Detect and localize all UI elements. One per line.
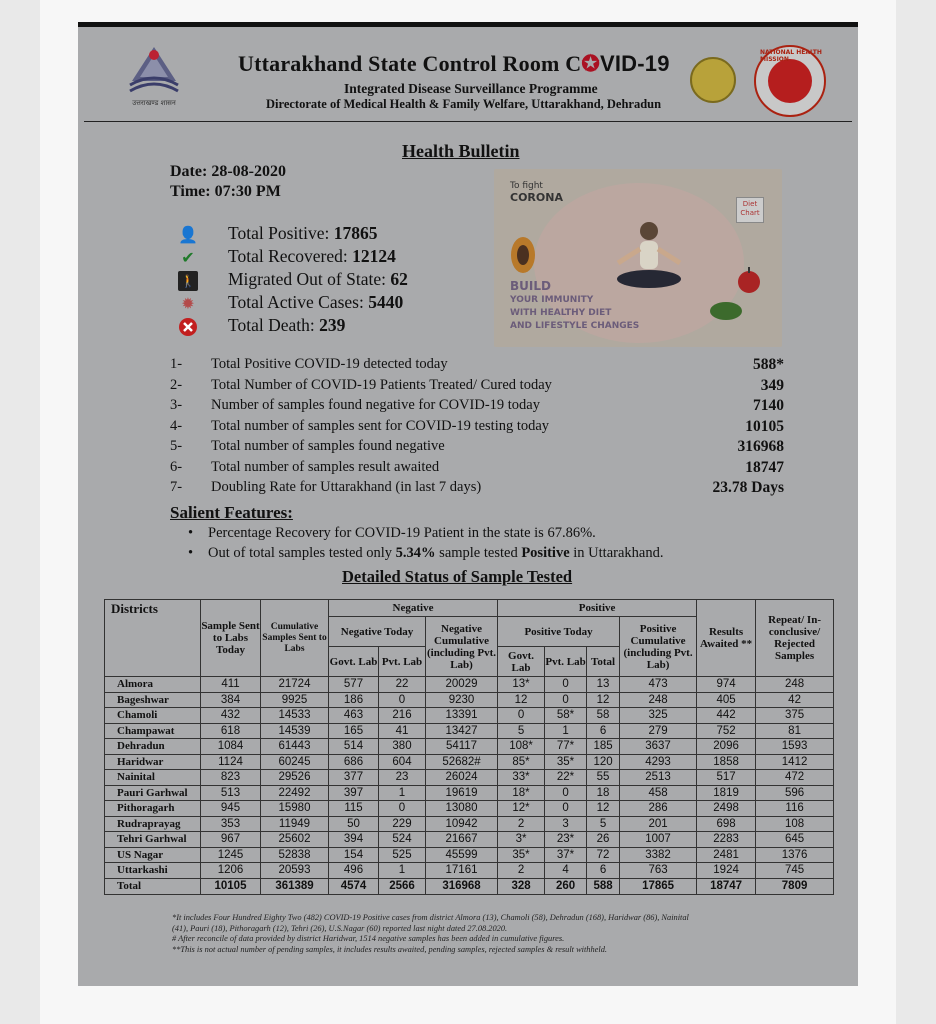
table-cell: 81 <box>756 723 834 739</box>
district-cell: Uttarkashi <box>105 863 201 879</box>
district-cell: Bageshwar <box>105 692 201 708</box>
table-cell: 45599 <box>426 847 498 863</box>
table-cell: 120 <box>587 754 620 770</box>
meditating-person-icon <box>604 217 694 307</box>
district-cell: Total <box>105 878 201 894</box>
list-item: 1- Total Positive COVID-19 detected today 588* <box>170 356 784 373</box>
salient-bullet-1: • Percentage Recovery for COVID-19 Patient in the state is 67.86%. <box>208 525 596 542</box>
stat-label: Total Death: <box>228 315 320 335</box>
stat-label: Migrated Out of State: <box>228 269 391 289</box>
list-item: 6- Total number of samples result awaited 18747 <box>170 459 784 476</box>
list-item: 7- Doubling Rate for Uttarakhand (in last 7 days) 23.78 Days <box>170 479 784 496</box>
table-cell: 154 <box>329 847 379 863</box>
check-icon: ✔ <box>181 248 195 267</box>
col-negative-today: Negative Today <box>329 617 426 647</box>
table-cell: 3* <box>498 832 545 848</box>
table-cell: 286 <box>620 801 697 817</box>
table-cell: 13* <box>498 677 545 693</box>
table-cell: 1007 <box>620 832 697 848</box>
table-cell: 745 <box>756 863 834 879</box>
table-cell: 13427 <box>426 723 498 739</box>
table-cell: 2498 <box>697 801 756 817</box>
health-seal-logo <box>690 57 736 103</box>
table-cell: 525 <box>379 847 426 863</box>
table-cell: 974 <box>697 677 756 693</box>
detailed-status-heading: Detailed Status of Sample Tested <box>342 567 573 586</box>
table-cell: 411 <box>201 677 261 693</box>
table-cell: 472 <box>756 770 834 786</box>
table-cell: 55 <box>587 770 620 786</box>
table-cell: 9925 <box>261 692 329 708</box>
table-cell: 1412 <box>756 754 834 770</box>
table-cell: 25602 <box>261 832 329 848</box>
stat-value: 239 <box>319 315 346 335</box>
table-cell: 29526 <box>261 770 329 786</box>
table-cell: 41 <box>379 723 426 739</box>
table-cell: 260 <box>545 878 587 894</box>
col-negative-cumulative: Negative Cumulative (including Pvt. Lab) <box>426 617 498 677</box>
table-cell: 1084 <box>201 739 261 755</box>
table-row <box>105 677 834 693</box>
stat-total-death <box>228 315 345 336</box>
table-cell: 35* <box>545 754 587 770</box>
col-sent-today: Sample Sent to Labs Today <box>201 600 261 677</box>
table-cell: 967 <box>201 832 261 848</box>
table-cell: 2566 <box>379 878 426 894</box>
table-cell: 1206 <box>201 863 261 879</box>
table-cell: 108* <box>498 739 545 755</box>
poster-build: BUILD <box>510 279 551 293</box>
table-cell: 52682# <box>426 754 498 770</box>
table-cell: 645 <box>756 832 834 848</box>
table-row <box>105 847 834 863</box>
col-results-awaited: Results Awaited ** <box>697 600 756 677</box>
col-districts: Districts <box>105 600 201 677</box>
table-cell: 0 <box>545 801 587 817</box>
table-cell: 752 <box>697 723 756 739</box>
stat-label: Total Recovered: <box>228 246 353 266</box>
stat-total-recovered <box>228 246 396 267</box>
stat-label: Total Active Cases: <box>228 292 369 312</box>
logo-caption: उत्तराखण्ड शासन <box>132 99 176 107</box>
stat-value: 12124 <box>352 246 396 266</box>
table-cell: 513 <box>201 785 261 801</box>
table-cell: 10105 <box>201 878 261 894</box>
table-cell: 1858 <box>697 754 756 770</box>
footnote: (41), Pauri (18), Pithoragarh (12), Tehri (26), U.S.Nagar (60) reported last night dated 27.08.2020. <box>172 923 508 933</box>
table-cell: 12* <box>498 801 545 817</box>
table-cell: 1245 <box>201 847 261 863</box>
table-cell: 22492 <box>261 785 329 801</box>
district-cell: Pauri Garhwal <box>105 785 201 801</box>
nhm-logo-text: NATIONAL HEALTH MISSION <box>760 49 822 63</box>
table-cell: 823 <box>201 770 261 786</box>
nhm-logo <box>754 45 826 117</box>
table-cell: 108 <box>756 816 834 832</box>
table-cell: 524 <box>379 832 426 848</box>
table-cell: 185 <box>587 739 620 755</box>
table-cell: 7809 <box>756 878 834 894</box>
table-cell: 42 <box>756 692 834 708</box>
col-cumulative-sent: Cumulative Samples Sent to Labs <box>261 600 329 677</box>
table-row <box>105 816 834 832</box>
table-cell: 458 <box>620 785 697 801</box>
table-cell: 19619 <box>426 785 498 801</box>
table-cell: 432 <box>201 708 261 724</box>
title-suffix: VID-19 <box>599 51 670 76</box>
district-cell: Chamoli <box>105 708 201 724</box>
table-cell: 23* <box>545 832 587 848</box>
table-cell: 325 <box>620 708 697 724</box>
col-pos-total: Total <box>587 647 620 677</box>
table-row <box>105 863 834 879</box>
programme-subtitle: Integrated Disease Surveillance Programme <box>344 81 598 96</box>
table-cell: 77* <box>545 739 587 755</box>
stat-label: Total Positive: <box>228 223 334 243</box>
table-cell: 1 <box>545 723 587 739</box>
table-cell: 54117 <box>426 739 498 755</box>
cross-circle-icon <box>178 317 198 337</box>
table-cell: 3382 <box>620 847 697 863</box>
table-cell: 18 <box>587 785 620 801</box>
list-item: 3- Number of samples found negative for COVID-19 today 7140 <box>170 397 784 414</box>
table-cell: 596 <box>756 785 834 801</box>
table-cell: 22 <box>379 677 426 693</box>
table-row <box>105 878 834 894</box>
stat-migrated <box>228 269 408 290</box>
directorate-subtitle: Directorate of Medical Health & Family Welfare, Uttarakhand, Dehradun <box>266 97 662 111</box>
table-cell: 116 <box>756 801 834 817</box>
table-cell: 514 <box>329 739 379 755</box>
table-cell: 21667 <box>426 832 498 848</box>
col-neg-pvt-lab: Pvt. Lab <box>379 647 426 677</box>
table-cell: 2513 <box>620 770 697 786</box>
footnote: *It includes Four Hundred Eighty Two (482) COVID-19 Positive cases from district Almora (13), Chamoli (58), Dehradun (168), Haridwar (86), Nainital <box>172 913 689 922</box>
table-cell: 361389 <box>261 878 329 894</box>
table-cell: 23 <box>379 770 426 786</box>
table-cell: 473 <box>620 677 697 693</box>
table-cell: 394 <box>329 832 379 848</box>
footnote: # After reconcile of data provided by district Haridwar, 1514 negative samples has been added in cumulative figures. <box>172 934 565 943</box>
table-cell: 397 <box>329 785 379 801</box>
table-cell: 12 <box>587 801 620 817</box>
table-cell: 52838 <box>261 847 329 863</box>
table-cell: 279 <box>620 723 697 739</box>
table-row <box>105 754 834 770</box>
table-cell: 6 <box>587 863 620 879</box>
mountain-emblem-icon <box>124 41 184 97</box>
table-cell: 13 <box>587 677 620 693</box>
table-cell: 216 <box>379 708 426 724</box>
district-cell: Haridwar <box>105 754 201 770</box>
table-cell: 2096 <box>697 739 756 755</box>
table-cell: 4 <box>545 863 587 879</box>
table-cell: 33* <box>498 770 545 786</box>
sample-status-table <box>104 599 834 895</box>
col-pos-pvt-lab: Pvt. Lab <box>545 647 587 677</box>
table-cell: 496 <box>329 863 379 879</box>
table-cell: 72 <box>587 847 620 863</box>
table-cell: 58* <box>545 708 587 724</box>
stat-value: 62 <box>390 269 408 289</box>
table-row <box>105 723 834 739</box>
table-cell: 13080 <box>426 801 498 817</box>
table-cell: 763 <box>620 863 697 879</box>
table-cell: 5 <box>587 816 620 832</box>
table-cell: 18747 <box>697 878 756 894</box>
col-repeat-rejected: Repeat/ In-conclusive/ Rejected Samples <box>756 600 834 677</box>
salient-features-heading: Salient Features: <box>170 503 293 522</box>
table-cell: 1819 <box>697 785 756 801</box>
table-cell: 517 <box>697 770 756 786</box>
table-cell: 115 <box>329 801 379 817</box>
list-item: 5- Total number of samples found negative 316968 <box>170 438 784 455</box>
table-cell: 3 <box>545 816 587 832</box>
footnote: **This is not actual number of pending samples, it includes results awaited, pending samples, rejected samples & result withheld. <box>172 944 608 954</box>
table-cell: 17865 <box>620 878 697 894</box>
poster-corona: CORONA <box>510 191 563 204</box>
table-cell: 248 <box>756 677 834 693</box>
page-title <box>238 51 670 77</box>
table-cell: 26 <box>587 832 620 848</box>
table-cell: 4293 <box>620 754 697 770</box>
table-cell: 1 <box>379 863 426 879</box>
table-cell: 12 <box>587 692 620 708</box>
table-cell: 13391 <box>426 708 498 724</box>
table-cell: 201 <box>620 816 697 832</box>
health-bulletin-document <box>78 22 858 986</box>
table-cell: 577 <box>329 677 379 693</box>
table-cell: 0 <box>379 801 426 817</box>
bulletin-title: Health Bulletin <box>402 141 520 161</box>
table-cell: 442 <box>697 708 756 724</box>
table-cell: 316968 <box>426 878 498 894</box>
table-cell: 14533 <box>261 708 329 724</box>
table-cell: 18* <box>498 785 545 801</box>
migrate-icon: 🚶 <box>178 271 198 291</box>
stat-active-cases <box>228 292 403 313</box>
table-body <box>105 677 834 895</box>
table-cell: 0 <box>545 692 587 708</box>
table-cell: 375 <box>756 708 834 724</box>
table-cell: 85* <box>498 754 545 770</box>
col-neg-govt-lab: Govt. Lab <box>329 647 379 677</box>
district-cell: Tehri Garhwal <box>105 832 201 848</box>
district-cell: Dehradun <box>105 739 201 755</box>
table-cell: 248 <box>620 692 697 708</box>
table-cell: 165 <box>329 723 379 739</box>
bulletin-date: Date: 28-08-2020 <box>170 163 286 180</box>
table-cell: 2 <box>498 816 545 832</box>
table-row <box>105 801 834 817</box>
district-cell: US Nagar <box>105 847 201 863</box>
papaya-icon <box>508 235 538 275</box>
table-cell: 50 <box>329 816 379 832</box>
poster-line2: WITH HEALTHY DIET <box>510 308 612 318</box>
immunity-poster <box>494 169 782 347</box>
table-cell: 12 <box>498 692 545 708</box>
stat-value: 5440 <box>368 292 404 312</box>
table-cell: 463 <box>329 708 379 724</box>
table-cell: 37* <box>545 847 587 863</box>
table-cell: 186 <box>329 692 379 708</box>
table-cell: 1124 <box>201 754 261 770</box>
poster-line3: AND LIFESTYLE CHANGES <box>510 321 640 331</box>
table-cell: 604 <box>379 754 426 770</box>
table-cell: 686 <box>329 754 379 770</box>
table-cell: 26024 <box>426 770 498 786</box>
table-cell: 588 <box>587 878 620 894</box>
table-cell: 698 <box>697 816 756 832</box>
diet-chart-icon: Diet Chart <box>736 197 764 223</box>
col-pos-govt-lab: Govt. Lab <box>498 647 545 677</box>
table-cell: 1376 <box>756 847 834 863</box>
bulletin-time: Time: 07:30 PM <box>170 183 281 200</box>
footnotes <box>172 913 689 955</box>
list-item: 2- Total Number of COVID-19 Patients Treated/ Cured today 349 <box>170 377 784 394</box>
table-cell: 1 <box>379 785 426 801</box>
table-cell: 0 <box>545 677 587 693</box>
table-cell: 58 <box>587 708 620 724</box>
table-cell: 2 <box>498 863 545 879</box>
uttarakhand-govt-logo <box>122 41 186 113</box>
table-cell: 2481 <box>697 847 756 863</box>
table-cell: 11949 <box>261 816 329 832</box>
spinach-icon <box>708 299 744 323</box>
table-cell: 380 <box>379 739 426 755</box>
stat-value: 17865 <box>333 223 378 243</box>
table-row <box>105 739 834 755</box>
table-cell: 9230 <box>426 692 498 708</box>
table-cell: 4574 <box>329 878 379 894</box>
table-row <box>105 708 834 724</box>
stat-total-positive <box>228 223 377 244</box>
col-positive-today: Positive Today <box>498 617 620 647</box>
district-cell: Nainital <box>105 770 201 786</box>
table-cell: 14539 <box>261 723 329 739</box>
header-divider <box>84 121 852 122</box>
table-cell: 618 <box>201 723 261 739</box>
table-cell: 5 <box>498 723 545 739</box>
table-cell: 10942 <box>426 816 498 832</box>
table-cell: 20029 <box>426 677 498 693</box>
poster-line1: YOUR IMMUNITY <box>510 295 594 305</box>
district-cell: Rudraprayag <box>105 816 201 832</box>
poster-to-fight: To fight <box>510 181 543 191</box>
table-cell: 945 <box>201 801 261 817</box>
virus-o-icon: ✪ <box>581 51 600 76</box>
table-cell: 6 <box>587 723 620 739</box>
table-row <box>105 692 834 708</box>
table-cell: 353 <box>201 816 261 832</box>
district-cell: Pithoragarh <box>105 801 201 817</box>
table-row <box>105 785 834 801</box>
list-item: 4- Total number of samples sent for COVID-19 testing today 10105 <box>170 418 784 435</box>
table-cell: 21724 <box>261 677 329 693</box>
table-row <box>105 770 834 786</box>
person-plus-icon: 👤 <box>178 225 198 244</box>
table-cell: 384 <box>201 692 261 708</box>
table-cell: 2283 <box>697 832 756 848</box>
table-cell: 35* <box>498 847 545 863</box>
table-cell: 22* <box>545 770 587 786</box>
title-prefix: Uttarakhand State Control Room C <box>238 51 582 76</box>
table-cell: 328 <box>498 878 545 894</box>
table-cell: 17161 <box>426 863 498 879</box>
table-row <box>105 832 834 848</box>
table-cell: 15980 <box>261 801 329 817</box>
table-cell: 0 <box>379 692 426 708</box>
col-positive-cumulative: Positive Cumulative (including Pvt. Lab) <box>620 617 697 677</box>
col-positive: Positive <box>498 600 697 617</box>
apple-icon <box>734 265 764 295</box>
table-cell: 377 <box>329 770 379 786</box>
virus-icon: ✹ <box>181 294 195 313</box>
col-negative: Negative <box>329 600 498 617</box>
table-cell: 20593 <box>261 863 329 879</box>
table-cell: 3637 <box>620 739 697 755</box>
district-cell: Almora <box>105 677 201 693</box>
table-cell: 405 <box>697 692 756 708</box>
district-cell: Champawat <box>105 723 201 739</box>
table-cell: 0 <box>545 785 587 801</box>
table-cell: 61443 <box>261 739 329 755</box>
table-cell: 1924 <box>697 863 756 879</box>
salient-bullet-2: • Out of total samples tested only 5.34% sample tested Positive in Uttarakhand. <box>208 545 663 562</box>
table-cell: 229 <box>379 816 426 832</box>
family-icon <box>768 59 812 103</box>
table-cell: 60245 <box>261 754 329 770</box>
table-cell: 0 <box>498 708 545 724</box>
table-cell: 1593 <box>756 739 834 755</box>
